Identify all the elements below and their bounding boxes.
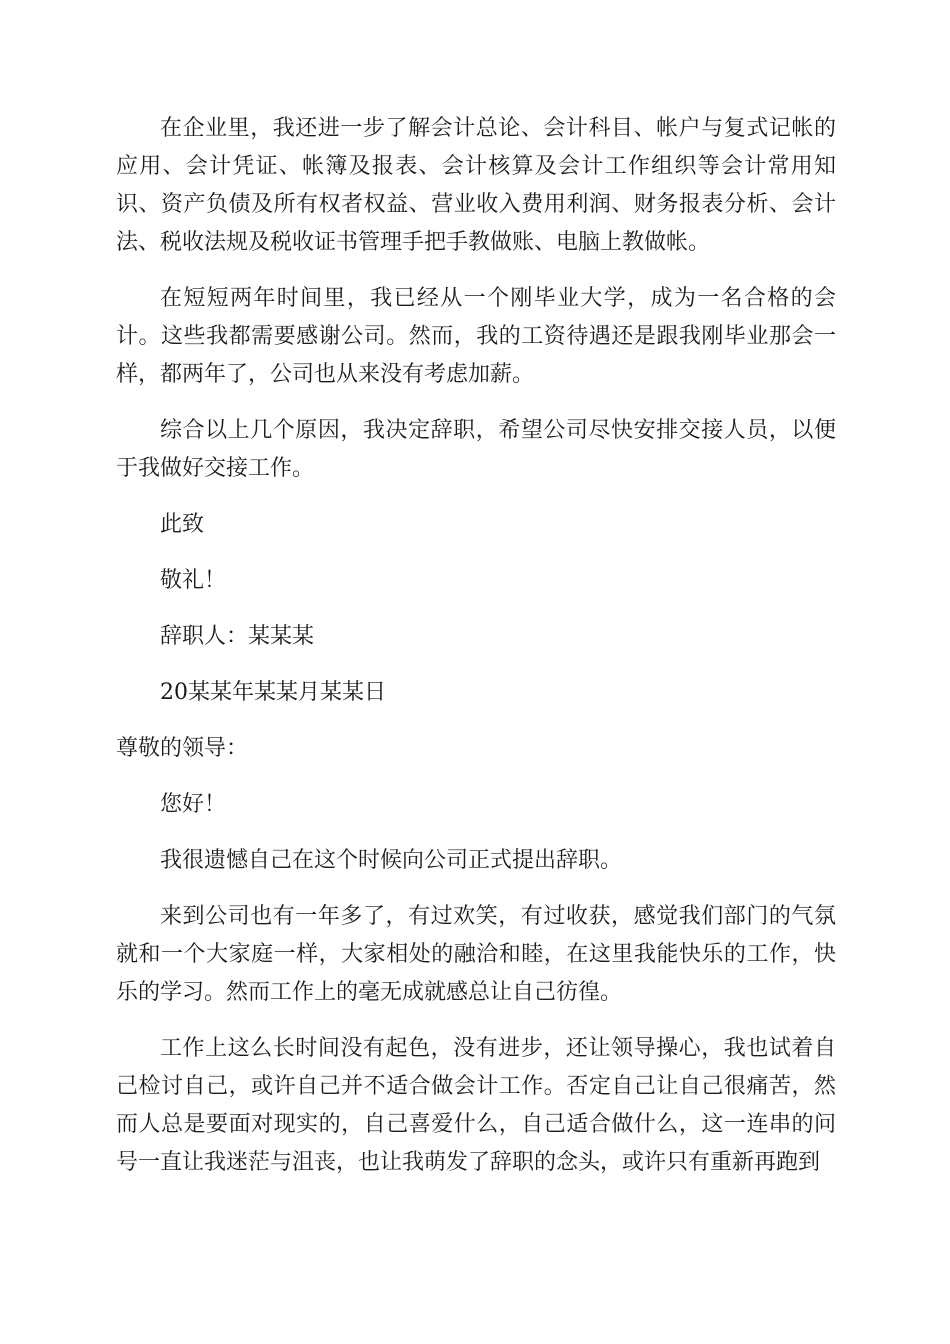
paragraph-accounting-knowledge: 在企业里，我还进一步了解会计总论、会计科目、帐户与复式记帐的应用、会计凭证、帐簿及报表、会计核算及会计工作组织等会计常用知识、资产负债及所有权者权益、营业收入费用利润、财务报表分析、会计法、税收法规及税收证书管理手把手教做账、电脑上教做帐。 (116, 116, 836, 255)
closing-salutation: 此致 (160, 512, 205, 537)
paragraph-self-reflection: 工作上这么长时间没有起色，没有进步，还让领导操心，我也试着自己检讨自己，或许自己并不适合做会计工作。否定自己让自己很痛苦，然而人总是要面对现实的，自己喜爱什么，自己适合做什么，这一连串的问号一直让我迷茫与沮丧，也让我萌发了辞职的念头，或许只有重新再跑到 (116, 1036, 836, 1175)
paragraph-regret: 我很遗憾自己在这个时候向公司正式提出辞职。 (160, 848, 623, 873)
greeting-hello: 您好！ (160, 792, 227, 817)
closing-respect: 敬礼！ (160, 568, 227, 593)
paragraph-company-experience: 来到公司也有一年多了，有过欢笑，有过收获，感觉我们部门的气氛就和一个大家庭一样，大家相处的融洽和睦，在这里我能快乐的工作，快乐的学习。然而工作上的毫无成就感总让自己彷徨。 (116, 904, 836, 1005)
paragraph-decision: 综合以上几个原因，我决定辞职，希望公司尽快安排交接人员，以便于我做好交接工作。 (116, 418, 836, 481)
signature-date: 20某某年某某月某某日 (160, 680, 386, 705)
paragraph-two-years: 在短短两年时间里，我已经从一个刚毕业大学，成为一名合格的会计。这些我都需要感谢公司。然而，我的工资待遇还是跟我刚毕业那会一样，都两年了，公司也从来没有考虑加薪。 (116, 286, 836, 387)
signature-resigner: 辞职人：某某某 (160, 624, 315, 649)
document-body (116, 110, 836, 1200)
greeting-leader: 尊敬的领导： (116, 736, 249, 761)
